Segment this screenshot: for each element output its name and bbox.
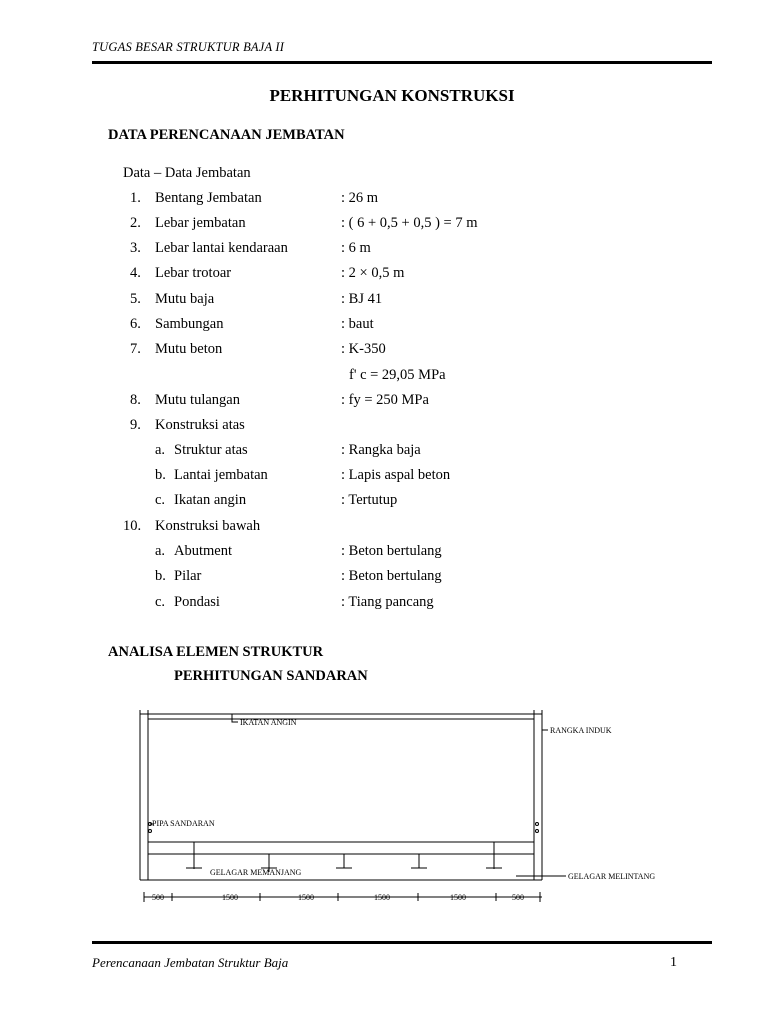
list-item-value: : Tertutup (341, 492, 398, 508)
list-item-number: 2. (130, 215, 141, 231)
list-item-number: 7. (130, 341, 141, 357)
list-item-number: 6. (130, 316, 141, 332)
page-number: 1 (670, 955, 677, 970)
dim-6: 500 (512, 893, 524, 902)
data-intro: Data – Data Jembatan (123, 165, 251, 181)
list-item-value: : K-350 (341, 341, 386, 357)
list-item-value: : Beton bertulang (341, 568, 442, 584)
header-rule (92, 61, 712, 64)
dim-2: 1500 (222, 893, 238, 902)
list-item-number: b. (155, 568, 166, 584)
list-item-number: 8. (130, 392, 141, 408)
label-pipa-sandaran: PIPA SANDARAN (152, 819, 215, 828)
list-item-value: : BJ 41 (341, 291, 383, 307)
list-item-label: Lebar lantai kendaraan (155, 240, 288, 256)
pipe-right-2 (536, 830, 539, 833)
list-item-number: 9. (130, 417, 141, 433)
list-item-label: Lantai jembatan (174, 467, 268, 483)
list-item-value: : Beton bertulang (341, 543, 442, 559)
label-gelagar-melintang: GELAGAR MELINTANG (568, 872, 656, 881)
dim-1: 500 (152, 893, 164, 902)
list-item-label: Mutu beton (155, 341, 223, 357)
dim-5: 1500 (450, 893, 466, 902)
list-item-number: 3. (130, 240, 141, 256)
label-rangka-induk: RANGKA INDUK (550, 726, 612, 735)
section-heading-data: DATA PERENCANAAN JEMBATAN (108, 127, 345, 143)
list-item-value: : fy = 250 MPa (341, 392, 429, 408)
dim-4: 1500 (374, 893, 390, 902)
list-item-number: 4. (130, 265, 141, 281)
bridge-cross-section-figure (136, 704, 696, 910)
label-gelagar-memanjang: GELAGAR MEMANJANG (210, 868, 302, 877)
section-subheading-sandaran: PERHITUNGAN SANDARAN (174, 668, 368, 684)
list-item-value: : 6 m (341, 240, 371, 256)
list-item-label: Mutu tulangan (155, 392, 240, 408)
list-item-label: Lebar jembatan (155, 215, 246, 231)
list-item-value: : 2 × 0,5 m (341, 265, 405, 281)
list-item-label: Abutment (174, 543, 232, 559)
list-item-number: a. (155, 442, 166, 458)
footer-rule (92, 941, 712, 944)
pipe-left-2 (149, 830, 152, 833)
stringers (186, 854, 502, 868)
dim-3: 1500 (298, 893, 314, 902)
list-item-number: c. (155, 594, 166, 610)
list-item-label: Pondasi (174, 594, 220, 610)
list-item-number: a. (155, 543, 166, 559)
page-header-title: TUGAS BESAR STRUKTUR BAJA II (92, 40, 285, 54)
list-item-number: b. (155, 467, 166, 483)
list-item-value: : Tiang pancang (341, 594, 434, 610)
list-item-value: : ( 6 + 0,5 + 0,5 ) = 7 m (341, 215, 478, 231)
list-item-label: Bentang Jembatan (155, 190, 262, 206)
list-item-label: Konstruksi bawah (155, 518, 261, 534)
list-item-value: : Rangka baja (341, 442, 421, 458)
list-item-value: : Lapis aspal beton (341, 467, 451, 483)
list-item-value: : 26 m (341, 190, 379, 206)
pipe-right-1 (536, 823, 539, 826)
list-item-label: Mutu baja (155, 291, 215, 307)
list-item-label: Pilar (174, 568, 202, 584)
list-item-label: Lebar trotoar (155, 265, 232, 281)
leader-ikatan-angin (232, 714, 238, 722)
list-item-number: 5. (130, 291, 141, 307)
section-heading-analisa: ANALISA ELEMEN STRUKTUR (108, 644, 324, 660)
list-item-value: : baut (341, 316, 374, 332)
list-item-value: f' c = 29,05 MPa (349, 367, 446, 383)
list-item-label: Sambungan (155, 316, 224, 332)
list-item-number: c. (155, 492, 166, 508)
page-title: PERHITUNGAN KONSTRUKSI (269, 86, 515, 105)
list-item-number: 10. (123, 518, 142, 534)
footer-title: Perencanaan Jembatan Struktur Baja (92, 955, 289, 970)
list-item-label: Konstruksi atas (155, 417, 245, 433)
label-ikatan-angin: IKATAN ANGIN (240, 718, 297, 727)
list-item-label: Struktur atas (174, 442, 248, 458)
list-item-number: 1. (130, 190, 141, 206)
list-item-label: Ikatan angin (174, 492, 247, 508)
